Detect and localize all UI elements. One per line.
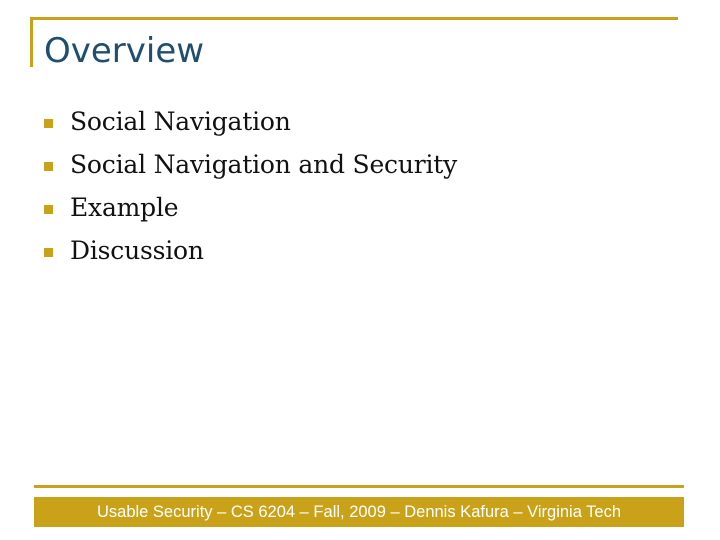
square-bullet-icon — [44, 119, 53, 128]
slide-title: Overview — [44, 31, 205, 71]
bullet-item — [44, 186, 457, 229]
square-bullet-icon — [44, 205, 53, 214]
footer-bar — [34, 497, 684, 527]
bullet-item — [44, 143, 457, 186]
footer-text: Usable Security – CS 6204 – Fall, 2009 – Dennis Kafura – Virginia Tech — [96, 502, 622, 521]
bullet-list — [44, 100, 457, 272]
square-bullet-icon — [44, 248, 53, 257]
title-left-rule — [30, 17, 33, 67]
bullet-text: Social Navigation and Security — [70, 150, 458, 179]
bullet-text: Example — [70, 193, 179, 222]
bullet-text: Social Navigation — [70, 107, 291, 136]
title-top-rule — [30, 17, 678, 20]
footer-rule — [34, 485, 684, 488]
square-bullet-icon — [44, 162, 53, 171]
bullet-item — [44, 100, 457, 143]
bullet-item — [44, 229, 457, 272]
bullet-text: Discussion — [70, 236, 204, 265]
